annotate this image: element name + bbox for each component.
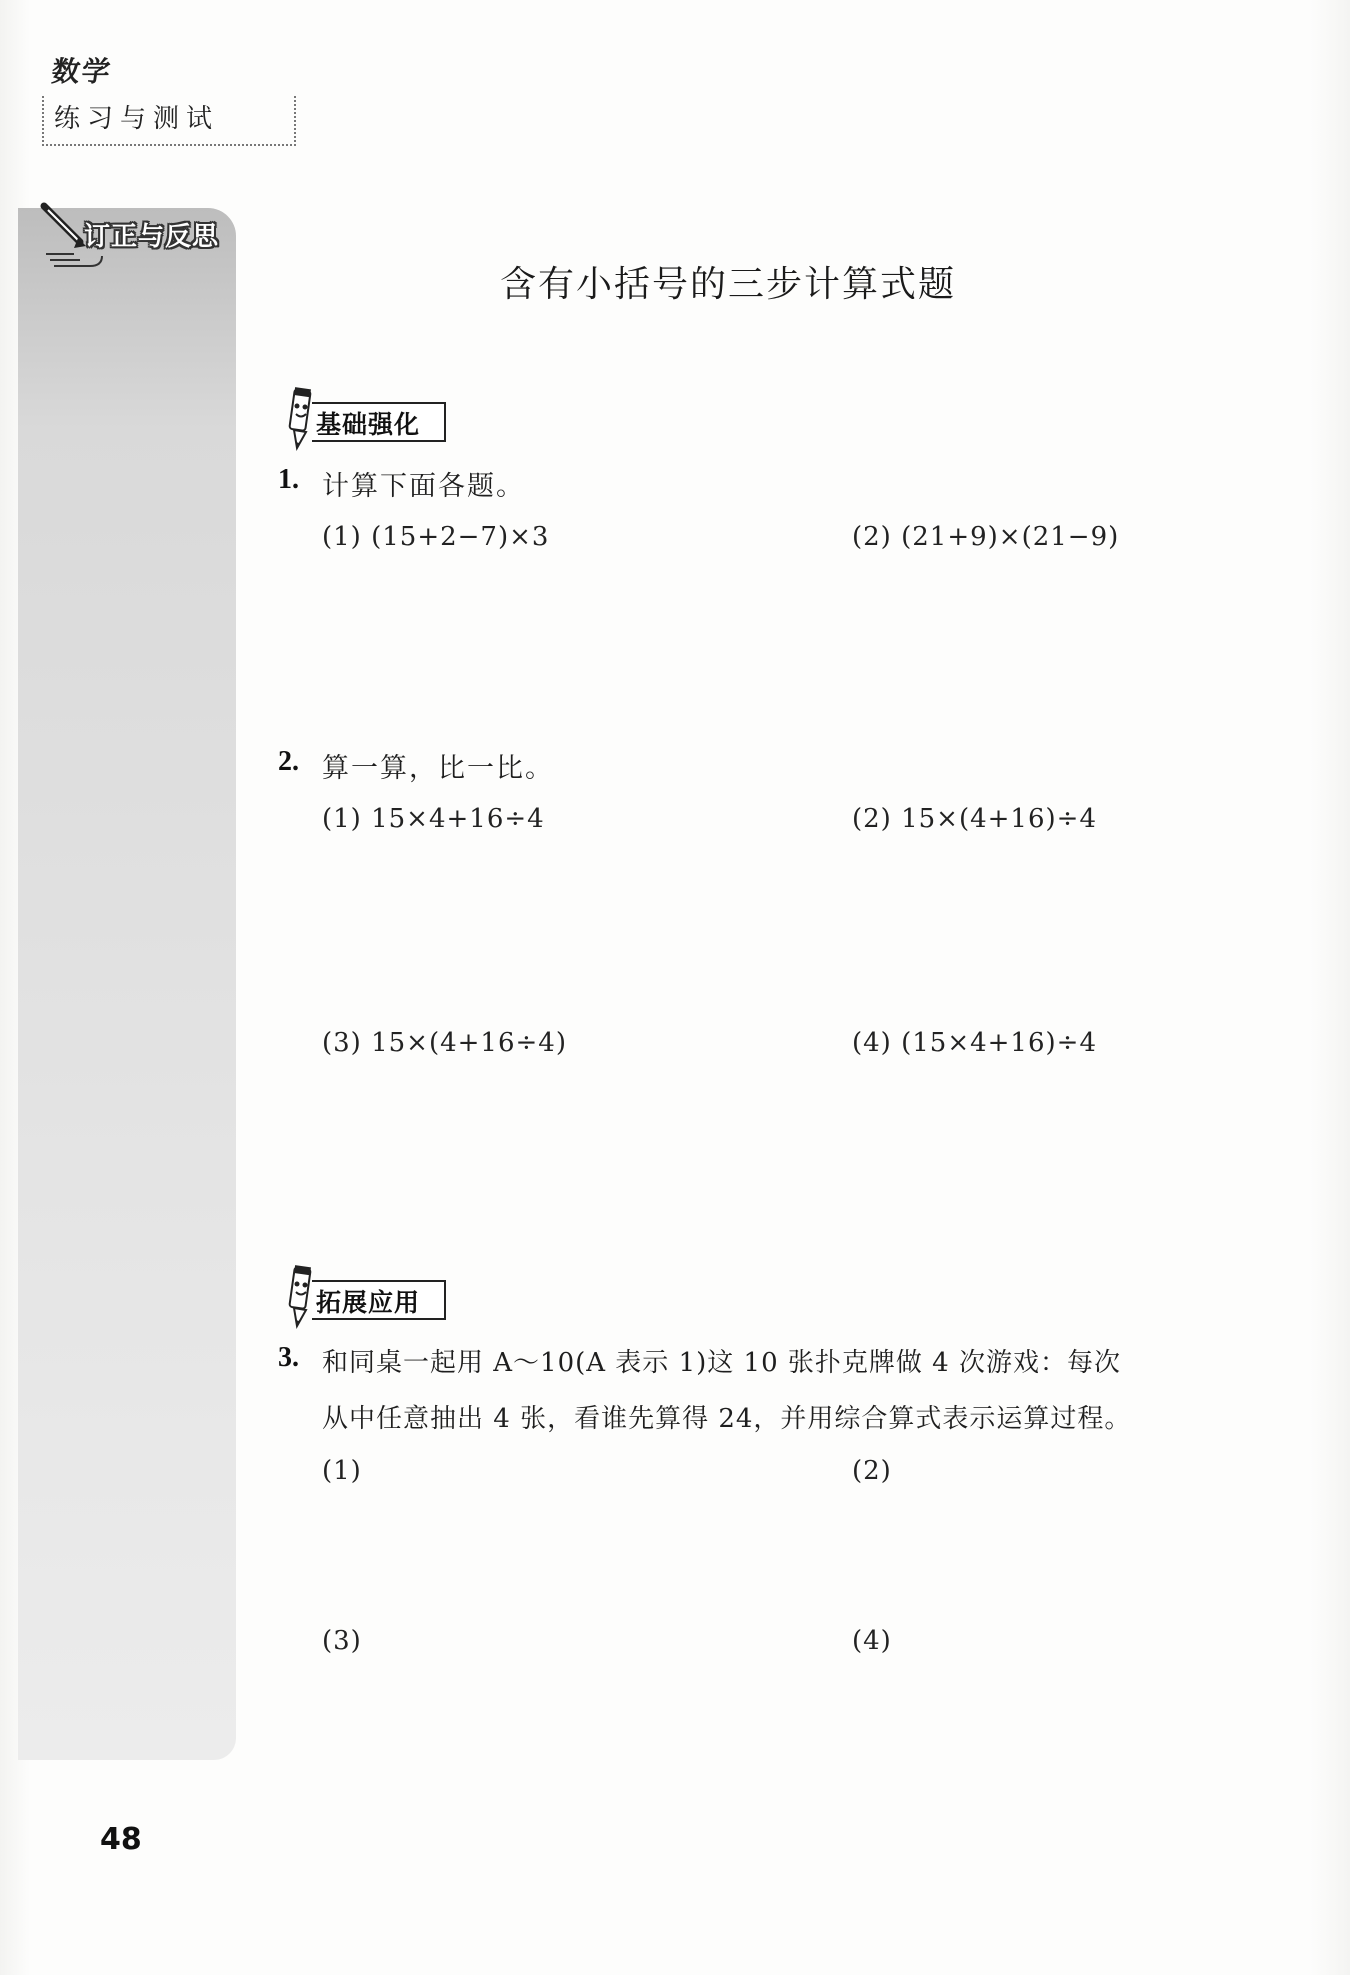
section-label-extend: 拓展应用 xyxy=(316,1288,421,1317)
question-3-number: 3. xyxy=(278,1342,299,1373)
question-1-number: 1. xyxy=(278,464,299,495)
question-2-item-1: (1) 15×4+16÷4 xyxy=(322,804,545,834)
page-title: 含有小括号的三步计算式题 xyxy=(500,264,957,305)
section-label-box xyxy=(312,402,446,442)
book-series-label: 练习与测试 xyxy=(54,104,220,134)
question-1-item-2: (2) (21+9)×(21−9) xyxy=(852,522,1120,552)
page-number: 48 xyxy=(100,1822,142,1857)
question-3-item-1: (1) xyxy=(322,1456,362,1486)
question-1-text: 计算下面各题。 xyxy=(322,471,525,502)
section-header-basic xyxy=(282,392,452,452)
book-series-title xyxy=(42,96,296,146)
question-2-number: 2. xyxy=(278,746,299,777)
question-2-item-3: (3) 15×(4+16÷4) xyxy=(322,1028,567,1058)
question-3-text-line-2: 从中任意抽出 4 张，看谁先算得 24，并用综合算式表示运算过程。 xyxy=(322,1404,1132,1434)
question-2-item-4: (4) (15×4+16)÷4 xyxy=(852,1028,1097,1058)
question-3-text-line-1: 和同桌一起用 A～10(A 表示 1)这 10 张扑克牌做 4 次游戏：每次 xyxy=(322,1348,1121,1378)
sidebar-tab-label: 订正与反思 xyxy=(84,222,220,252)
correction-sidebar xyxy=(18,208,236,1760)
book-subject: 数学 xyxy=(49,55,115,88)
question-3-item-3: (3) xyxy=(322,1626,362,1656)
section-label-box xyxy=(312,1280,446,1320)
sidebar-tab xyxy=(40,212,234,258)
question-2-item-2: (2) 15×(4+16)÷4 xyxy=(852,804,1097,834)
section-label-basic: 基础强化 xyxy=(316,410,421,439)
section-header-extend xyxy=(282,1270,452,1330)
question-1-item-1: (1) (15+2−7)×3 xyxy=(322,522,550,552)
question-2-text: 算一算，比一比。 xyxy=(322,753,554,784)
question-3-item-4: (4) xyxy=(852,1626,892,1656)
question-3-item-2: (2) xyxy=(852,1456,892,1486)
